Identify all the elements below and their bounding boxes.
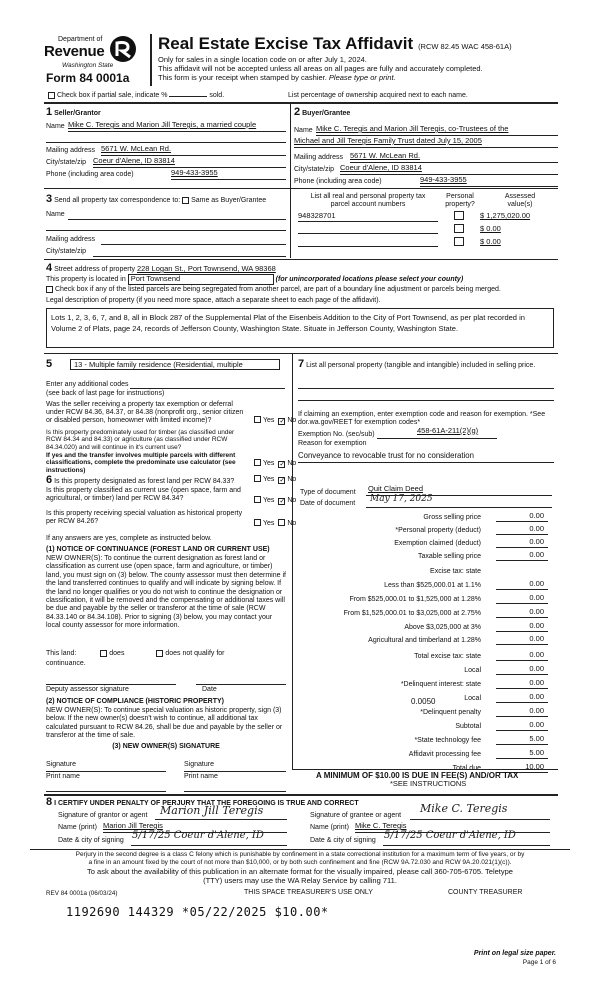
section-6-number: 6 (46, 474, 53, 486)
exemption-number-label: Exemption No. (sec/sub) (298, 431, 375, 438)
located-row (46, 274, 463, 285)
forest-question: Is this property designated as forest land per RCW 84.33? (54, 478, 235, 485)
exemption-question: Was the seller receiving a property tax exemption or deferral under RCW 84.36, 84.37, or 84.38 (nonprofit org., senior citizen or disabled person, homeowner with limited income)? (46, 401, 244, 425)
no-checkbox[interactable]: ✓ (279, 461, 286, 468)
yes-checkbox[interactable] (254, 459, 261, 466)
grantee-name-field[interactable]: Mike C. Teregis (355, 821, 407, 830)
located-label: This property is located in (46, 276, 126, 283)
header-divider (150, 34, 152, 86)
calc-row-line (496, 702, 548, 703)
no-label: No (287, 460, 297, 467)
perjury-notice-2: a fine in an amount fixed by the court of not more than $10,000, or by both such confinement and fine (RCW 9A.72.030 and RCW 9A.20.021(1)(c)). (88, 859, 512, 866)
calc-row-label: Taxable selling price (417, 553, 481, 560)
exemption-number-line (377, 438, 497, 439)
corr-name-line-2 (46, 230, 286, 231)
partial-sale-label: Check box if partial sale, indicate % (56, 92, 168, 99)
calc-row-label: Local (464, 695, 481, 702)
buyer-phone-line (420, 186, 558, 187)
parcel-col-header (298, 193, 438, 209)
calc-row-label: Gross selling price (423, 514, 481, 521)
seller-phone-field[interactable]: 949-433-3955 (171, 168, 218, 177)
calc-row-value[interactable]: 0.00 (529, 579, 544, 588)
section-divider-top (44, 102, 558, 104)
form-number: Form 84 0001a (46, 71, 130, 85)
does-label: does (109, 650, 125, 657)
no-checkbox[interactable] (278, 519, 285, 526)
calc-row-value[interactable]: 0.00 (529, 664, 544, 673)
notice-1-title: (1) NOTICE OF CONTINUANCE (FOREST LAND OR CURRENT USE) (46, 546, 270, 553)
section-7-number: 7 (298, 358, 305, 370)
calc-row-label: *Delinquent penalty (420, 709, 481, 716)
washington-state-text: Washington State (62, 62, 114, 69)
no-label: No (287, 417, 297, 424)
continuance-label: continuance. (46, 660, 86, 667)
legal-description-text: Lots 1, 2, 3, 6, 7, and 8, all in Block 287 of the Supplemental Plat of the Eisenbeis Addition to the City of Port Townsend, as per plat recorded in Volume 2 of Plats, page 24, records of Jefferson County, Washington State. Situate in Jefferson County, Washington State. (51, 313, 525, 333)
calc-row-line (496, 521, 548, 522)
header-notice-3 (158, 74, 396, 83)
buyer-heading (294, 106, 350, 119)
timber-question-note: If yes and the transfer involves multiple parcels with different classifications, complete the predominate use calculator (see instructions) (46, 452, 236, 474)
same-as-buyer-checkbox[interactable] (182, 197, 189, 204)
current-use-question: Is this property classified as current use (open space, farm and agricultural, or timber) land per RCW 84.34? (46, 487, 241, 503)
no-label: No (287, 497, 297, 504)
historical-yes-no (252, 519, 296, 528)
corr-city-label: City/state/zip (46, 248, 87, 255)
exemption-note: If claiming an exemption, enter exemption code and reason for exemption. *See dor.wa.gov/REET for exemption codes* (298, 411, 546, 427)
new-owner-print-label-2: Print name (184, 773, 218, 780)
page-number: Page 1 of 6 (522, 959, 556, 966)
local-rate: 0.0050 (411, 697, 436, 706)
revision-number: REV 84 0001a (06/03/24) (46, 890, 118, 897)
yes-checkbox[interactable] (254, 519, 261, 526)
buyer-heading-label: Buyer/Grantee (302, 110, 351, 117)
ownership-note: List percentage of ownership acquired next to each name. (288, 92, 468, 99)
header-notice-1: Only for sales in a single location code on or after July 1, 2024. (158, 55, 367, 64)
parcel-number-line (298, 233, 438, 234)
calc-row-line (496, 589, 548, 590)
buyer-name-label: Name (294, 127, 313, 134)
personal-property-checkbox[interactable] (454, 224, 464, 233)
buyer-mailing-field[interactable]: 5671 W. McLean Rd. (350, 151, 421, 160)
yes-label: Yes (263, 476, 275, 483)
grantor-date-line (131, 845, 287, 846)
section-3-number: 3 (46, 193, 53, 205)
land-use-value: 13 - Multiple family residence (Residential, multiple (74, 360, 243, 369)
partial-percent-field[interactable] (169, 96, 207, 97)
street-row (46, 262, 276, 275)
doc-date-line (366, 507, 552, 508)
segregated-checkbox[interactable] (46, 286, 53, 293)
perjury-notice-1: Perjury in the second degree is a class C felony which is punishable by confinement in a state correctional institution for a maximum term of five years, or by (75, 851, 525, 858)
section-2-number: 2 (294, 106, 301, 118)
header-notice-2: This affidavit will not be accepted unless all areas on all pages are fully and accurately completed. (158, 64, 483, 73)
does-checkbox[interactable] (100, 650, 107, 657)
parcel-number-line (298, 221, 438, 222)
rcw-reference: (RCW 82.45 WAC 458-61A) (418, 42, 512, 51)
does-not-label: does not qualify for (165, 650, 225, 657)
grantor-signature[interactable]: Marion Jill Teregis (160, 804, 264, 817)
personal-property-line-2 (298, 400, 554, 401)
calc-divider (292, 769, 558, 770)
section-divider-3 (44, 188, 558, 189)
personal-col-header (440, 193, 480, 209)
cashier-stamp: 1192690 144329 *05/22/2025 $10.00* (66, 905, 329, 919)
seller-name-label: Name (46, 123, 65, 130)
doc-type-field[interactable]: Quit Claim Deed (368, 484, 424, 493)
calc-row-line (496, 617, 548, 618)
section-5-number: 5 (46, 358, 53, 370)
minimum-due-note: A MINIMUM OF $10.00 IS DUE IN FEE(S) AND/OR TAX (316, 771, 519, 780)
calc-row-value[interactable]: 0.00 (529, 634, 544, 643)
calc-row-value[interactable]: 0.00 (529, 511, 544, 520)
grantee-date-line (383, 845, 550, 846)
seller-name-field[interactable]: Mike C. Teregis and Marion Jill Teregis, a married couple (68, 120, 257, 129)
assessed-value-field[interactable]: $ 0.00 (480, 237, 501, 246)
personal-property-checkbox[interactable] (454, 211, 464, 220)
corr-mailing-label: Mailing address (46, 236, 96, 243)
new-owner-print-line-2 (184, 791, 286, 792)
no-label: No (287, 520, 297, 527)
same-as-buyer-label: Same as Buyer/Grantee (191, 197, 267, 204)
calc-row-value[interactable]: 0.00 (529, 607, 544, 616)
grantor-name-field[interactable]: Marion Jill Teregis (103, 821, 163, 830)
parcel-header-line-2: parcel account numbers (330, 201, 406, 209)
calc-row-label: Exemption claimed (deduct) (394, 540, 481, 547)
calc-row-label: Less than $525,000.01 at 1.1% (384, 582, 481, 589)
assessed-header-line-1: Assessed (504, 193, 536, 200)
new-owner-signature-line-2 (184, 771, 286, 772)
legal-description-box[interactable] (46, 308, 554, 348)
new-owner-print-label: Print name (46, 773, 80, 780)
seller-phone-label: Phone (including area code) (46, 171, 134, 178)
calc-row-label: *State technology fee (414, 737, 481, 744)
personal-property-checkbox[interactable] (454, 237, 464, 246)
calc-row-label: Excise tax: state (430, 568, 481, 575)
forest-yes-no (252, 475, 296, 484)
calc-row-label: From $525,000.01 to $1,525,000 at 1.28% (349, 596, 481, 603)
legal-label: Legal description of property (if you need more space, attach a separate sheet to each page of the affidavit). (46, 297, 381, 304)
see-instructions: *SEE INSTRUCTIONS (390, 779, 467, 788)
grantor-signature-line (155, 819, 287, 820)
corr-name-line (68, 219, 286, 220)
calc-row-value[interactable]: 0.00 (529, 593, 544, 602)
no-checkbox[interactable]: ✓ (279, 418, 286, 425)
calc-row-value[interactable]: 0.00 (529, 720, 544, 729)
section-8-number: 8 (46, 796, 53, 808)
assessed-col-header (490, 193, 550, 209)
calc-row-label: *Delinquent interest: state (400, 681, 481, 688)
section-divider-bottom (30, 849, 570, 850)
see-back-label: (see back of last page for instructions) (46, 390, 165, 397)
assessed-value-field[interactable]: $ 0.00 (480, 224, 501, 233)
form-title: Real Estate Excise Tax Affidavit (158, 34, 414, 53)
calc-row-value[interactable]: 10.00 (525, 762, 544, 771)
reason-field[interactable]: Conveyance to revocable trust for no consideration (298, 451, 474, 460)
reason-label: Reason for exemption (298, 440, 367, 447)
historical-question: Is this property receiving special valuation as historical property per RCW 84.26? (46, 510, 243, 526)
yes-checkbox[interactable] (254, 475, 261, 482)
calc-row-label: From $1,525,000.01 to $3,025,000 at 2.75% (343, 610, 481, 617)
calc-row-value[interactable]: 5.00 (529, 734, 544, 743)
segregated-label: Check box if any of the listed parcels are being segregated from another parcel, are part of a boundary line adjustment or parcels being merged. (54, 286, 501, 293)
calc-row-label: Agricultural and timberland at 1.28% (368, 637, 481, 644)
corr-name-label: Name (46, 211, 65, 218)
seller-mailing-field[interactable]: 5671 W. McLean Rd. (101, 144, 172, 153)
if-yes-note: If any answers are yes, complete as instructed below. (46, 535, 212, 542)
calc-row-label: Above $3,025,000 at 3% (404, 624, 481, 631)
calc-row-line (496, 730, 548, 731)
seller-city-label: City/state/zip (46, 159, 87, 166)
seller-name-line-2 (46, 142, 286, 143)
grantor-date-label: Date & city of signing (58, 837, 124, 844)
calc-row-value[interactable]: 0.00 (529, 621, 544, 630)
parcel-number-field[interactable]: 948328701 (298, 211, 336, 220)
seller-city-field[interactable]: Coeur d'Alene, ID 83814 (93, 156, 175, 165)
calc-row-value[interactable]: 0.00 (529, 692, 544, 701)
calc-row-label: Subtotal (455, 723, 481, 730)
calc-row-label: Total excise tax: state (414, 653, 481, 660)
calc-row-label: Total due (452, 765, 481, 772)
doc-date-field[interactable]: May 17, 2025 (370, 494, 433, 504)
forest-question-row (46, 474, 234, 487)
this-land-row (46, 650, 225, 658)
calc-row-label: Affidavit processing fee (408, 751, 481, 758)
grantee-signature-label: Signature of grantee or agent (310, 812, 402, 819)
current-use-yes-no (252, 496, 296, 505)
section-divider-5 (44, 353, 558, 354)
yes-label: Yes (263, 497, 275, 504)
seller-mailing-label: Mailing address (46, 147, 96, 154)
notice-2-title: (2) NOTICE OF COMPLIANCE (HISTORIC PROPERTY) (46, 698, 224, 705)
corr-city-line (93, 256, 286, 257)
certify-statement: I CERTIFY UNDER PENALTY OF PERJURY THAT THE FOREGOING IS TRUE AND CORRECT (54, 800, 359, 807)
land-use-select[interactable] (70, 359, 280, 370)
calc-row-value[interactable]: 0.00 (529, 537, 544, 546)
grantee-signature-line (410, 819, 550, 820)
seller-name-line (68, 131, 286, 132)
calc-row-line (496, 674, 548, 675)
grantor-name-label: Name (print) (58, 824, 97, 831)
new-owner-signature-label: Signature (46, 761, 76, 768)
new-owner-signature-line (46, 771, 166, 772)
grantee-date-label: Date & city of signing (310, 837, 376, 844)
notice-3-title: (3) NEW OWNER(S) SIGNATURE (112, 743, 220, 750)
deputy-signature-line (46, 684, 176, 685)
corr-mailing-line (101, 244, 286, 245)
type-or-print-text: Please type or print. (328, 73, 396, 82)
buyer-mailing-label: Mailing address (294, 154, 344, 161)
buyer-name-field-2[interactable]: Michael and Jill Teregis Family Trust dated July 15, 2005 (294, 136, 482, 145)
partial-sale-row (48, 92, 224, 100)
parcel-header-line-1: List all real and personal property tax (310, 193, 426, 200)
does-not-checkbox[interactable] (156, 650, 163, 657)
deputy-date-line (196, 684, 286, 685)
calc-row-line (496, 547, 548, 548)
no-checkbox[interactable]: ✓ (279, 477, 286, 484)
grantee-signature[interactable]: Mike C. Teregis (420, 802, 508, 815)
this-land-label: This land: (46, 650, 77, 657)
seller-heading-label: Seller/Grantor (54, 110, 101, 117)
dept-of-text: Department of (58, 36, 103, 43)
exemption-number-field[interactable]: 458-61A-211(2)(g) (417, 426, 479, 435)
calc-row-line (496, 688, 548, 689)
calc-row-label: Local (464, 667, 481, 674)
calc-row-value[interactable]: 0.00 (529, 524, 544, 533)
grantee-name-label: Name (print) (310, 824, 349, 831)
reason-line (298, 462, 554, 463)
sold-label: sold. (209, 92, 225, 99)
revenue-logo-icon (108, 34, 138, 64)
section-4-number: 4 (46, 262, 53, 274)
calc-row-line (496, 744, 548, 745)
partial-sale-checkbox[interactable] (48, 92, 55, 99)
calc-row-value[interactable]: 0.00 (529, 706, 544, 715)
calc-row-line (496, 603, 548, 604)
alt-format-notice-2: (TTY) users may use the WA Relay Service by calling 711. (203, 876, 397, 885)
calc-row-line (496, 560, 548, 561)
yes-label: Yes (263, 520, 275, 527)
personal-property-line-1 (298, 388, 554, 389)
buyer-phone-field[interactable]: 949-433-3955 (420, 175, 467, 184)
treasurer-use-only: THIS SPACE TREASURER'S USE ONLY (244, 889, 373, 896)
send-correspondence-label: Send all property tax correspondence to: (54, 197, 181, 204)
personal-header-line-2: property? (445, 201, 475, 209)
personal-property-label: List all personal property (tangible and intangible) included in selling price. (306, 362, 536, 369)
column-divider-top (290, 102, 291, 258)
revenue-text: Revenue (44, 43, 105, 60)
calc-row-line (496, 644, 548, 645)
timber-yes-no (252, 459, 296, 468)
yes-label: Yes (263, 460, 275, 467)
street-label: Street address of property (54, 266, 136, 273)
assessed-value-field[interactable]: $ 1,275,020.00 (480, 211, 531, 220)
calc-row-label: *Personal property (deduct) (395, 527, 481, 534)
buyer-city-field[interactable]: Coeur d'Alene, ID 83814 (340, 163, 422, 172)
additional-codes-line (130, 388, 285, 389)
notice-1-text: NEW OWNER(S): To continue the current designation as forest land or classification as current use (open space, farm and agriculture, or timber) land, you must sign on (3) below. The county assessor must then determine if the land transferred continues to qualify and will indicate by signing below. If the land no longer qualifies or you do not wish to continue the designation or classification, it will be removed and the compensating or additional taxes will be due and payable by the seller or transferor at the time of sale (RCW 84.33.140 or 84.34.108). Prior to signing (3) below, you may contact your local county assessor for more information. (46, 555, 286, 630)
deputy-date-label: Date (202, 686, 217, 693)
doc-date-label: Date of document (300, 500, 356, 507)
calc-row-line (496, 758, 548, 759)
grantee-date-field[interactable]: 5/17/25 Coeur d'Alene, ID (384, 830, 516, 841)
assessed-header-line-2: value(s) (507, 201, 533, 209)
exemption-yes-no (252, 416, 296, 425)
seller-phone-line (171, 179, 286, 180)
personal-property-heading (298, 358, 548, 371)
new-owner-signature-label-2: Signature (184, 761, 214, 768)
yes-checkbox[interactable] (254, 496, 261, 503)
section-3-heading (46, 193, 266, 206)
receipt-text: This form is your receipt when stamped by cashier. (158, 73, 327, 82)
new-owner-print-line (46, 791, 166, 792)
print-legal-note: Print on legal size paper. (473, 950, 556, 957)
calc-row-value[interactable]: 5.00 (529, 748, 544, 757)
title-line (158, 34, 512, 54)
timber-question: Is this property predominately used for timber (as classified under RCW 84.34 and 84.33) or agriculture (as classified under RCW 84.34.020) and will continue in it's current use? (46, 429, 235, 451)
yes-label: Yes (263, 417, 275, 424)
yes-checkbox[interactable] (254, 416, 261, 423)
calc-row-value[interactable]: 0.00 (529, 550, 544, 559)
section-1-number: 1 (46, 106, 53, 118)
calc-row-line (496, 660, 548, 661)
no-label: No (287, 476, 297, 483)
street-address-field[interactable]: 228 Logan St., Port Townsend, WA 98368 (136, 264, 276, 273)
calc-row-value[interactable]: 0.00 (529, 678, 544, 687)
personal-header-line-1: Personal (446, 193, 474, 200)
located-note: (for unincorporated locations please select your county) (275, 276, 464, 283)
section-divider-4 (44, 259, 558, 260)
calc-row-line (496, 631, 548, 632)
no-checkbox[interactable]: ✓ (279, 498, 286, 505)
doc-type-label: Type of document (300, 489, 356, 496)
county-treasurer: COUNTY TREASURER (448, 889, 523, 896)
notice-2-text: NEW OWNER(S): To continue special valuation as historic property, sign (3) below. If the new owner(s) doesn't wish to continue, all additional tax calculated pursuant to RCW 84.26, shall be due and payable by the seller or transferor at the time of sale. (46, 707, 283, 740)
alt-format-notice-1: To ask about the availability of this publication in an alternate format for the visually impaired, please call 360-705-6705. Teletype (87, 867, 513, 876)
additional-codes-label: Enter any additional codes (46, 381, 129, 388)
deputy-signature-label: Deputy assessor signature (46, 686, 129, 693)
location-select[interactable] (128, 274, 274, 285)
buyer-city-label: City/state/zip (294, 166, 335, 173)
buyer-name-line-2 (294, 147, 558, 148)
calc-row-value[interactable]: 0.00 (529, 650, 544, 659)
grantor-date-field[interactable]: 5/17/25 Coeur d'Alene, ID (132, 830, 264, 841)
calc-row-line (496, 716, 548, 717)
location-select-value: Port Townsend (130, 274, 181, 283)
segregated-row (46, 286, 501, 294)
buyer-name-field-1[interactable]: Mike C. Teregis and Marion Jill Teregis, co-Trustees of the (316, 124, 509, 133)
grantor-signature-label: Signature of grantor or agent (58, 812, 148, 819)
seller-heading (46, 106, 101, 119)
calc-row-line (496, 534, 548, 535)
parcel-number-line (298, 246, 438, 247)
buyer-phone-label: Phone (including area code) (294, 178, 382, 185)
